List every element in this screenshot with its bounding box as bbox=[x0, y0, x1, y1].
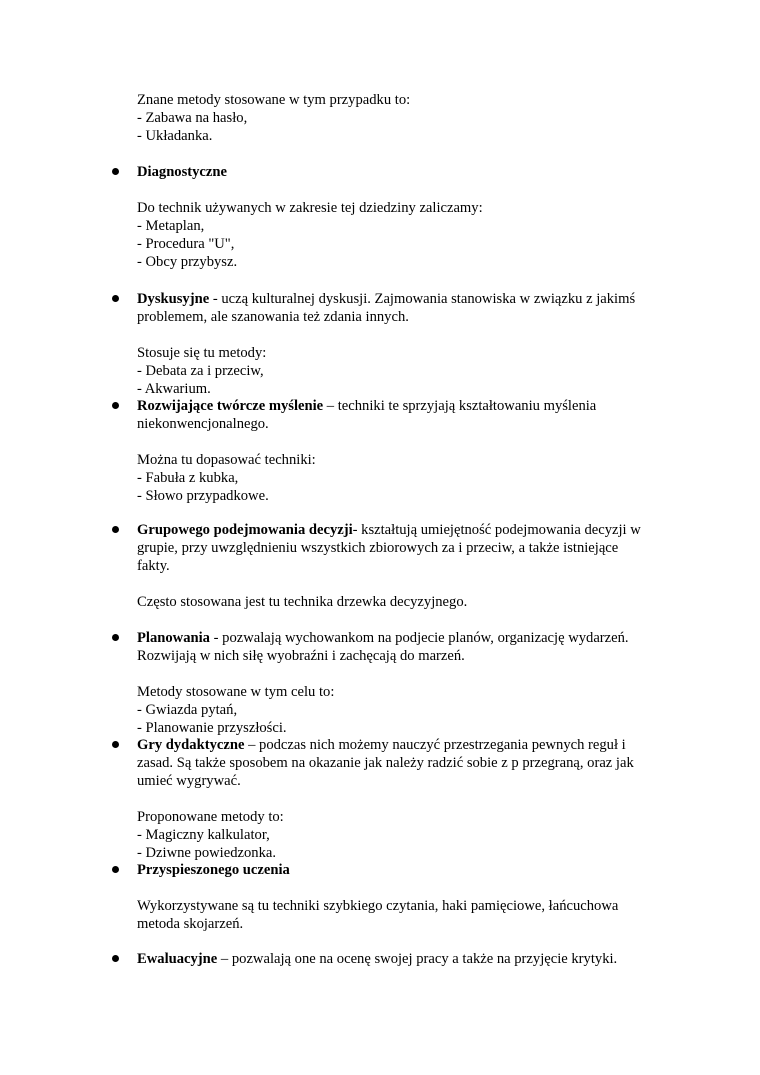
list-item: - Obcy przybysz. bbox=[137, 254, 238, 270]
list-item: - Planowanie przyszłości. bbox=[137, 720, 287, 736]
section-text: Często stosowana jest tu technika drzewka decyzyjnego. bbox=[137, 594, 468, 610]
section-heading: Diagnostyczne bbox=[137, 164, 227, 180]
bullet-icon bbox=[112, 634, 119, 641]
list-item: - Magiczny kalkulator, bbox=[137, 827, 270, 843]
list-item: - Fabuła z kubka, bbox=[137, 470, 239, 486]
bullet-icon bbox=[112, 402, 119, 409]
bullet-icon bbox=[112, 168, 119, 175]
section-text: umieć wygrywać. bbox=[137, 773, 241, 789]
bullet-icon bbox=[112, 526, 119, 533]
section-heading: Przyspieszonego uczenia bbox=[137, 862, 290, 878]
section-text: niekonwencjonalnego. bbox=[137, 416, 269, 432]
section-text: Metody stosowane w tym celu to: bbox=[137, 684, 335, 700]
list-item: - Metaplan, bbox=[137, 218, 205, 234]
bullet-icon bbox=[112, 866, 119, 873]
intro-line: Znane metody stosowane w tym przypadku to: bbox=[137, 92, 411, 108]
list-item: - Układanka. bbox=[137, 128, 213, 144]
section-text: grupie, przy uwzględnieniu wszystkich zbiorowych za i przeciw, a także istniejące bbox=[137, 540, 619, 556]
section-text: Do technik używanych w zakresie tej dziedziny zaliczamy: bbox=[137, 200, 483, 216]
section-text: Rozwijają w nich siłę wyobraźni i zachęcają do marzeń. bbox=[137, 648, 465, 664]
list-item: - Gwiazda pytań, bbox=[137, 702, 238, 718]
bullet-icon bbox=[112, 741, 119, 748]
bullet-icon bbox=[112, 295, 119, 302]
list-item: - Zabawa na hasło, bbox=[137, 110, 248, 126]
section-heading: Grupowego podejmowania decyzji- kształtują umiejętność podejmowania decyzji w bbox=[137, 522, 641, 538]
section-text: problemem, ale szanowania też zdania innych. bbox=[137, 309, 409, 325]
section-heading: Rozwijające twórcze myślenie – techniki te sprzyjają kształtowaniu myślenia bbox=[137, 398, 597, 414]
list-item: - Dziwne powiedzonka. bbox=[137, 845, 276, 861]
list-item: - Debata za i przeciw, bbox=[137, 363, 264, 379]
section-text: zasad. Są także sposobem na okazanie jak należy radzić sobie z p przegraną, oraz jak bbox=[137, 755, 634, 771]
section-heading: Ewaluacyjne – pozwalają one na ocenę swojej pracy a także na przyjęcie krytyki. bbox=[137, 951, 618, 967]
section-text: Wykorzystywane są tu techniki szybkiego czytania, haki pamięciowe, łańcuchowa bbox=[137, 898, 619, 914]
bullet-icon bbox=[112, 955, 119, 962]
list-item: - Akwarium. bbox=[137, 381, 211, 397]
section-heading: Dyskusyjne - uczą kulturalnej dyskusji. Zajmowania stanowiska w związku z jakimś bbox=[137, 291, 636, 307]
section-text: metoda skojarzeń. bbox=[137, 916, 244, 932]
section-text: Można tu dopasować techniki: bbox=[137, 452, 316, 468]
section-text: fakty. bbox=[137, 558, 170, 574]
section-heading: Gry dydaktyczne – podczas nich możemy nauczyć przestrzegania pewnych reguł i bbox=[137, 737, 626, 753]
list-item: - Słowo przypadkowe. bbox=[137, 488, 269, 504]
list-item: - Procedura "U", bbox=[137, 236, 235, 252]
section-text: Proponowane metody to: bbox=[137, 809, 284, 825]
section-heading: Planowania - pozwalają wychowankom na podjecie planów, organizację wydarzeń. bbox=[137, 630, 629, 646]
section-text: Stosuje się tu metody: bbox=[137, 345, 267, 361]
